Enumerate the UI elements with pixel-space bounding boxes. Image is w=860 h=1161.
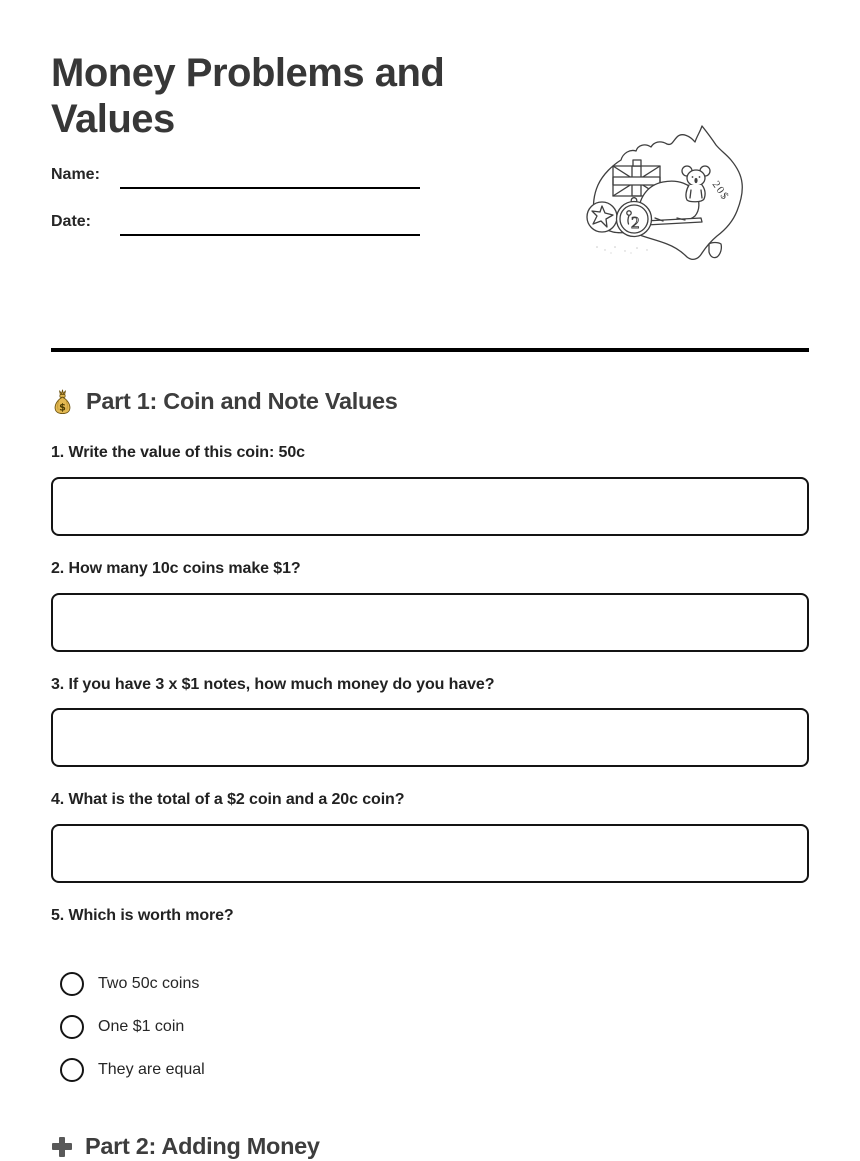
- tasmania-outline: [709, 243, 721, 258]
- question-2-answer-box[interactable]: [51, 593, 809, 652]
- question-2-label: 2. How many 10c coins make $1?: [51, 560, 301, 577]
- stipple-texture: [596, 246, 648, 253]
- question-4-label: 4. What is the total of a $2 coin and a 20c coin?: [51, 791, 405, 808]
- part1-heading: [52, 388, 398, 415]
- question-1-answer-box[interactable]: [51, 477, 809, 536]
- coin-numeral: 2: [631, 213, 640, 232]
- option-2-label: One $1 coin: [98, 1018, 185, 1035]
- part2-title: Part 2: Adding Money: [85, 1133, 320, 1159]
- question-3-label: 3. If you have 3 x $1 notes, how much money do you have?: [51, 676, 495, 693]
- question-4-answer-box[interactable]: [51, 824, 809, 883]
- question-5-option-1[interactable]: [60, 972, 199, 996]
- question-5-label: 5. Which is worth more?: [51, 907, 234, 924]
- question-5-option-2[interactable]: [60, 1015, 184, 1039]
- question-3-answer-box[interactable]: [51, 708, 809, 767]
- flag-top-tab: [633, 160, 641, 166]
- part2-heading: [52, 1133, 320, 1160]
- page-title: Money Problems and Values: [51, 51, 445, 141]
- flag-horizontal-band: [613, 177, 660, 185]
- radio-button-icon[interactable]: [60, 972, 84, 996]
- date-label: Date:: [51, 213, 92, 230]
- section-divider: [51, 348, 809, 352]
- part1-title: Part 1: Coin and Note Values: [86, 388, 398, 414]
- name-label: Name:: [51, 166, 100, 183]
- radio-button-icon[interactable]: [60, 1058, 84, 1082]
- option-1-label: Two 50c coins: [98, 975, 200, 992]
- dollar-symbol: $: [59, 402, 66, 414]
- map-price-label: 20$: [709, 178, 732, 203]
- question-5-option-3[interactable]: [60, 1058, 205, 1082]
- koala-nose: [694, 178, 697, 183]
- option-3-label: They are equal: [98, 1061, 205, 1078]
- koala-body: [686, 185, 705, 202]
- australia-money-illustration: [585, 114, 797, 266]
- date-input-line[interactable]: [120, 234, 420, 236]
- plus-icon: [52, 1137, 72, 1157]
- question-1-label: 1. Write the value of this coin: 50c: [51, 444, 305, 461]
- money-bag-icon: [52, 388, 73, 415]
- radio-button-icon[interactable]: [60, 1015, 84, 1039]
- name-input-line[interactable]: [120, 187, 420, 189]
